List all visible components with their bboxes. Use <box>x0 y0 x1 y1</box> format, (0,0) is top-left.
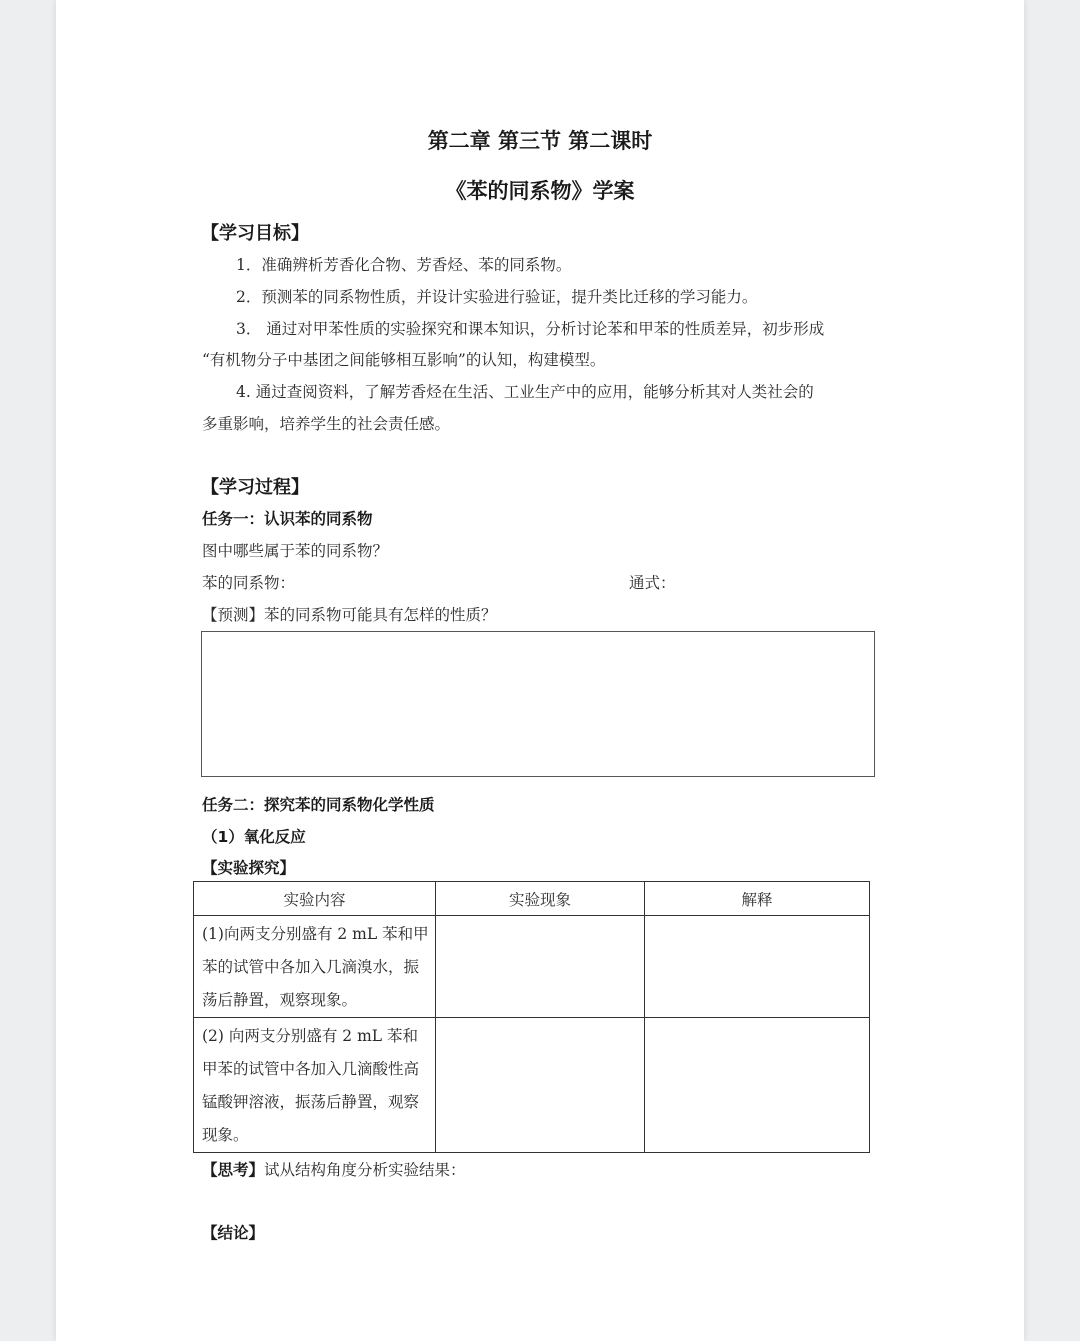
objective-item-4: 4. 通过查阅资料，了解芳香烃在生活、工业生产中的应用，能够分析其对人类社会的 <box>236 383 814 401</box>
experiment-explore-heading: 【实验探究】 <box>202 859 296 877</box>
process-heading: 【学习过程】 <box>201 477 309 498</box>
chapter-title: 第二章 第三节 第二课时 <box>427 129 653 153</box>
experiment-2-explanation-cell[interactable] <box>645 1018 870 1153</box>
predict-tag: 【预测】 <box>202 606 265 624</box>
document-title: 《苯的同系物》学案 <box>445 179 635 203</box>
experiment-1-explanation-cell[interactable] <box>645 916 870 1018</box>
table-row <box>194 916 870 1018</box>
objectives-heading: 【学习目标】 <box>201 223 309 244</box>
predict-text: 苯的同系物可能具有怎样的性质？ <box>264 606 497 624</box>
task1-title: 任务一：认识苯的同系物 <box>202 510 373 528</box>
oxidation-subtitle: （1）氧化反应 <box>202 828 306 846</box>
think-text: 试从结构角度分析实验结果： <box>264 1161 466 1179</box>
objective-item-2: 2．预测苯的同系物性质，并设计实验进行验证，提升类比迁移的学习能力。 <box>236 288 758 306</box>
homolog-label: 苯的同系物： <box>202 574 296 592</box>
think-tag: 【思考】 <box>202 1161 265 1179</box>
think-line <box>202 1158 466 1180</box>
experiment-1-content: (1)向两支分别盛有 2 mL 苯和甲苯的试管中各加入几滴溴水，振荡后静置，观察现象。 <box>194 916 436 1018</box>
predict-line <box>202 603 497 625</box>
document-page <box>56 0 1024 1341</box>
conclusion-heading: 【结论】 <box>202 1224 265 1242</box>
task2-title: 任务二：探究苯的同系物化学性质 <box>202 796 435 814</box>
table-header-row <box>194 882 870 916</box>
header-content: 实验内容 <box>194 882 436 916</box>
task1-question: 图中哪些属于苯的同系物？ <box>202 542 389 560</box>
experiment-table <box>193 881 870 1153</box>
experiment-2-content: (2) 向两支分别盛有 2 mL 苯和甲苯的试管中各加入几滴酸性高锰酸钾溶液，振荡后静置，观察现象。 <box>194 1018 436 1153</box>
objective-item-3: 3． 通过对甲苯性质的实验探究和课本知识，分析讨论苯和甲苯的性质差异，初步形成 <box>236 320 825 338</box>
experiment-1-phenomenon-cell[interactable] <box>436 916 645 1018</box>
header-phenomenon: 实验现象 <box>436 882 645 916</box>
table-row <box>194 1018 870 1153</box>
objective-item-4-cont: 多重影响，培养学生的社会责任感。 <box>202 415 451 433</box>
objective-item-3-cont: “有机物分子中基团之间能够相互影响”的认知，构建模型。 <box>202 351 606 369</box>
header-explanation: 解释 <box>645 882 870 916</box>
experiment-2-phenomenon-cell[interactable] <box>436 1018 645 1153</box>
prediction-answer-box[interactable] <box>201 631 875 777</box>
formula-label: 通式： <box>629 574 676 592</box>
objective-item-1: 1．准确辨析芳香化合物、芳香烃、苯的同系物。 <box>236 256 572 274</box>
